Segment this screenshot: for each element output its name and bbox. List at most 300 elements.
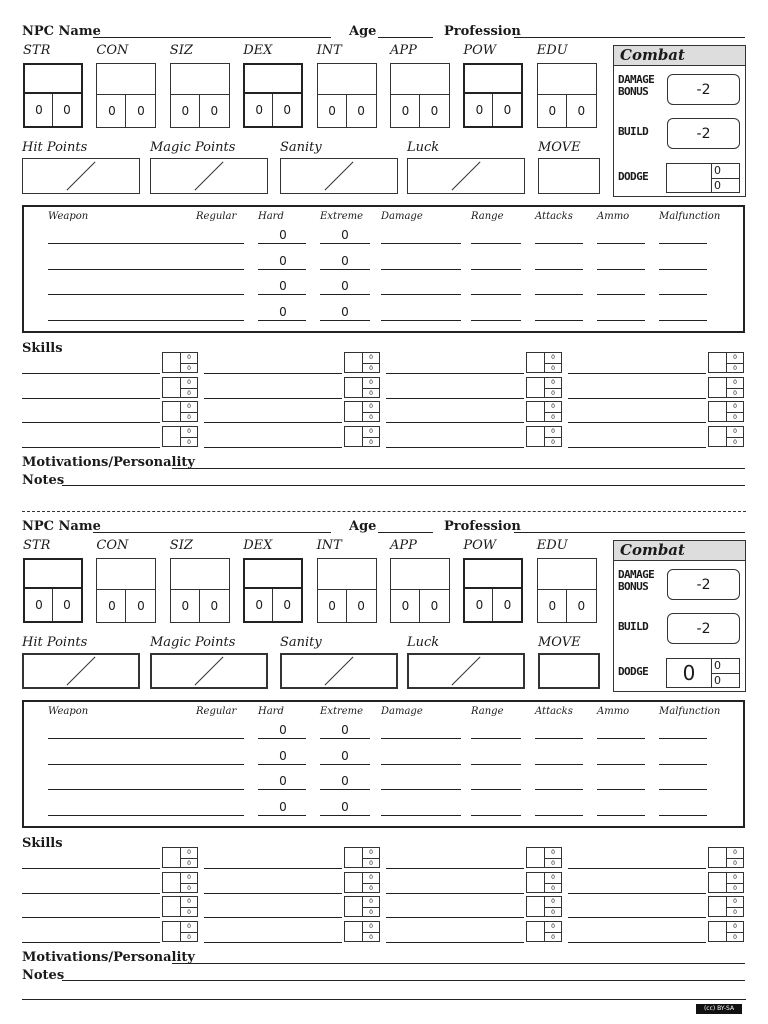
skill-value-box[interactable] — [526, 921, 562, 943]
weapon-row-1-field[interactable] — [320, 738, 370, 739]
weapon-row-3-field[interactable] — [48, 789, 208, 790]
stat-label-siz: SIZ — [169, 538, 193, 553]
skill-value-box[interactable] — [162, 921, 198, 943]
weapon-header-hard: Hard — [258, 706, 284, 717]
weapon-row-2-field[interactable] — [471, 269, 521, 270]
skill-derived — [181, 896, 198, 917]
stat-fifth-value: 0 — [52, 94, 81, 126]
skill-derived — [545, 896, 562, 917]
skill-name-field[interactable] — [204, 373, 342, 374]
stat-box-pow[interactable] — [463, 558, 523, 623]
skill-name-field[interactable] — [568, 942, 706, 943]
skill-value-box[interactable] — [526, 896, 562, 918]
skill-fifth-value: 0 — [363, 363, 379, 374]
weapon-row-1-field[interactable] — [48, 243, 208, 244]
weapon-row-3-field[interactable] — [196, 789, 244, 790]
weapon-row-3-field[interactable] — [258, 789, 306, 790]
weapon-row-2-field[interactable] — [48, 764, 208, 765]
npc-name-field[interactable] — [93, 532, 331, 533]
skill-half-value: 0 — [733, 403, 737, 410]
weapon-extreme-value: 0 — [341, 279, 349, 294]
weapon-row-3-field[interactable] — [48, 294, 208, 295]
motivations-field[interactable] — [172, 468, 745, 469]
weapon-row-4-field[interactable] — [597, 320, 645, 321]
skill-name-field[interactable] — [22, 373, 160, 374]
stat-box-siz[interactable] — [170, 63, 230, 128]
weapon-row-4-field[interactable] — [535, 815, 583, 816]
weapon-row-4-field[interactable] — [258, 320, 306, 321]
weapon-row-1-field[interactable] — [48, 738, 208, 739]
skill-derived — [363, 896, 380, 917]
weapon-row-3-field[interactable] — [597, 789, 645, 790]
weapon-row-2-field[interactable] — [659, 764, 707, 765]
skill-value — [526, 401, 545, 422]
damage-bonus-label: DAMAGE BONUS — [618, 568, 655, 593]
stat-derived-row — [245, 587, 301, 621]
weapon-row-4-field[interactable] — [471, 815, 521, 816]
stat-box-pow[interactable] — [463, 63, 523, 128]
skill-fifth-value: 0 — [181, 363, 197, 374]
damage-bonus-label: DAMAGE BONUS — [618, 73, 655, 98]
weapon-row-1-field[interactable] — [196, 738, 244, 739]
damage-bonus-value[interactable]: -2 — [667, 74, 740, 105]
skill-name-field[interactable] — [386, 422, 524, 423]
weapon-row-1-field[interactable] — [659, 243, 707, 244]
stat-fifth-value: 0 — [566, 590, 596, 622]
skill-value-box[interactable] — [526, 426, 562, 448]
skill-derived — [181, 872, 198, 893]
hit-points-divider — [67, 162, 96, 191]
skill-value — [344, 872, 363, 893]
stat-box-int[interactable] — [317, 558, 377, 623]
weapon-row-3-field[interactable] — [320, 789, 370, 790]
skill-derived — [181, 401, 198, 422]
dodge-half-value: 0 — [711, 164, 739, 179]
weapon-header-range: Range — [471, 211, 504, 222]
skill-half-value: 0 — [551, 849, 555, 856]
move-label: MOVE — [538, 140, 581, 155]
skill-value-box[interactable] — [708, 872, 744, 894]
skill-half-value: 0 — [551, 354, 555, 361]
skill-name-field[interactable] — [568, 917, 706, 918]
skill-fifth-value: 0 — [363, 388, 379, 399]
weapon-row-3-field[interactable] — [597, 294, 645, 295]
skill-value — [526, 352, 545, 373]
stat-derived-row — [538, 94, 596, 127]
npc-block-2 — [0, 495, 768, 990]
weapon-row-3-field[interactable] — [535, 789, 583, 790]
stat-fifth-value: 0 — [566, 95, 596, 127]
stat-label-edu: EDU — [536, 43, 568, 58]
weapon-row-4-field[interactable] — [471, 320, 521, 321]
magic-points-box[interactable] — [150, 158, 268, 194]
age-label: Age — [349, 519, 377, 534]
weapon-header-extreme: Extreme — [320, 706, 364, 717]
weapon-hard-value: 0 — [279, 279, 287, 294]
weapon-header-malfunction: Malfunction — [659, 211, 721, 222]
skill-derived — [727, 352, 744, 373]
skill-fifth-value: 0 — [545, 883, 561, 894]
stat-derived-row — [391, 94, 449, 127]
skill-value-box[interactable] — [344, 896, 380, 918]
skill-name-field[interactable] — [568, 373, 706, 374]
skill-name-field[interactable] — [204, 398, 342, 399]
stat-box-dex[interactable] — [243, 558, 303, 623]
luck-label: Luck — [407, 635, 440, 650]
skill-half-value: 0 — [369, 849, 373, 856]
stat-half-value: 0 — [108, 104, 116, 118]
skill-fifth-value: 0 — [727, 907, 743, 918]
skill-derived — [545, 352, 562, 373]
weapon-hard-value: 0 — [279, 799, 287, 814]
skill-name-field[interactable] — [22, 868, 160, 869]
weapon-row-1-field[interactable] — [535, 738, 583, 739]
hit-points-box[interactable] — [22, 653, 140, 689]
move-box[interactable] — [538, 158, 600, 194]
weapon-row-2-field[interactable] — [597, 269, 645, 270]
weapon-row-1-field[interactable] — [597, 738, 645, 739]
magic-points-box[interactable] — [150, 653, 268, 689]
build-label: BUILD — [618, 125, 649, 138]
hit-points-box[interactable] — [22, 158, 140, 194]
stat-half-value: 0 — [475, 598, 484, 612]
stat-label-pow: POW — [463, 43, 497, 58]
notes-field[interactable] — [62, 485, 745, 486]
stat-box-str[interactable] — [23, 63, 83, 128]
luck-box[interactable] — [407, 158, 525, 194]
stat-derived-row — [465, 92, 521, 126]
skill-value — [162, 377, 181, 398]
skill-value-box[interactable] — [344, 401, 380, 423]
damage-bonus-value[interactable]: -2 — [667, 569, 740, 600]
weapon-row-3-field[interactable] — [471, 789, 521, 790]
profession-field[interactable] — [514, 532, 745, 533]
skill-name-field[interactable] — [386, 373, 524, 374]
skill-value — [526, 872, 545, 893]
build-value[interactable]: -2 — [667, 118, 740, 149]
skill-value-box[interactable] — [708, 401, 744, 423]
skill-name-field[interactable] — [22, 447, 160, 448]
weapon-row-4-field[interactable] — [48, 320, 208, 321]
weapon-row-3-field[interactable] — [381, 294, 461, 295]
skill-name-field[interactable] — [204, 868, 342, 869]
skill-name-field[interactable] — [568, 893, 706, 894]
notes-field[interactable] — [62, 980, 745, 981]
stat-box-int[interactable] — [317, 63, 377, 128]
stat-box-str[interactable] — [23, 558, 83, 623]
skill-value — [708, 401, 727, 422]
age-field[interactable] — [378, 532, 433, 533]
weapons-table — [22, 205, 745, 333]
skill-value-box[interactable] — [526, 401, 562, 423]
weapon-extreme-value: 0 — [341, 723, 349, 737]
skill-name-field[interactable] — [22, 398, 160, 399]
skill-name-field[interactable] — [386, 868, 524, 869]
weapon-header-ammo: Ammo — [597, 211, 630, 222]
weapon-row-4-field[interactable] — [196, 815, 244, 816]
skill-half-value: 0 — [733, 898, 737, 905]
stat-box-con[interactable] — [96, 63, 156, 128]
stat-label-dex: DEX — [243, 538, 273, 553]
weapon-row-2-field[interactable] — [381, 764, 461, 765]
weapon-row-1-field[interactable] — [535, 243, 583, 244]
luck-divider — [452, 657, 481, 686]
weapon-hard-value: 0 — [279, 748, 287, 763]
weapon-row-2-field[interactable] — [196, 269, 244, 270]
weapon-row-1-field[interactable] — [196, 243, 244, 244]
stat-derived-row — [171, 94, 229, 127]
weapon-row-4-field[interactable] — [48, 815, 208, 816]
dodge-value — [667, 164, 712, 192]
weapon-row-4-field[interactable] — [597, 815, 645, 816]
skill-half-value: 0 — [369, 403, 373, 410]
skill-fifth-value: 0 — [545, 858, 561, 869]
skill-value-box[interactable] — [162, 401, 198, 423]
stat-derived-row — [245, 92, 301, 126]
skill-value-box[interactable] — [344, 872, 380, 894]
skill-value-box[interactable] — [162, 426, 198, 448]
stat-label-siz: SIZ — [169, 43, 193, 58]
skill-name-field[interactable] — [204, 422, 342, 423]
skill-value-box[interactable] — [708, 377, 744, 399]
npc-block-1 — [0, 0, 768, 495]
weapon-row-1-field[interactable] — [471, 738, 521, 739]
skill-half-value: 0 — [187, 849, 191, 856]
weapon-row-2-field[interactable] — [258, 269, 306, 270]
stat-box-con[interactable] — [96, 558, 156, 623]
stat-box-edu[interactable] — [537, 63, 597, 128]
sanity-box[interactable] — [280, 653, 398, 689]
weapon-row-1-field[interactable] — [471, 243, 521, 244]
skill-name-field[interactable] — [204, 447, 342, 448]
stat-box-siz[interactable] — [170, 558, 230, 623]
dodge-label: DODGE — [618, 665, 649, 678]
skill-value-box[interactable] — [344, 921, 380, 943]
skill-value-box[interactable] — [708, 847, 744, 869]
skill-value-box[interactable] — [526, 352, 562, 374]
skill-name-field[interactable] — [386, 893, 524, 894]
weapon-row-3-field[interactable] — [471, 294, 521, 295]
stat-derived-row — [25, 92, 81, 126]
weapon-row-2-field[interactable] — [48, 269, 208, 270]
skill-fifth-value: 0 — [545, 388, 561, 399]
skill-name-field[interactable] — [568, 447, 706, 448]
weapon-row-1-field[interactable] — [258, 738, 306, 739]
skill-derived — [181, 847, 198, 868]
stat-box-dex[interactable] — [243, 63, 303, 128]
weapon-row-4-field[interactable] — [659, 320, 707, 321]
skill-fifth-value: 0 — [363, 907, 379, 918]
weapon-row-4-field[interactable] — [535, 320, 583, 321]
skill-half-value: 0 — [187, 378, 191, 386]
skills-label: Skills — [22, 341, 63, 356]
license-badge: (cc) BY-SA — [696, 1004, 742, 1014]
skill-name-field[interactable] — [386, 917, 524, 918]
weapon-row-2-field[interactable] — [535, 764, 583, 765]
stat-fifth-value: 0 — [419, 590, 449, 622]
skill-name-field[interactable] — [386, 398, 524, 399]
stat-label-dex: DEX — [243, 43, 273, 58]
skill-name-field[interactable] — [22, 893, 160, 894]
skill-name-field[interactable] — [204, 917, 342, 918]
skill-value — [344, 377, 363, 398]
skill-value-box[interactable] — [526, 872, 562, 894]
skill-derived — [727, 896, 744, 917]
dodge-box[interactable] — [666, 658, 740, 688]
weapon-row-3-field[interactable] — [381, 789, 461, 790]
skill-value-box[interactable] — [162, 896, 198, 918]
magic-points-label: Magic Points — [150, 635, 236, 650]
skill-value-box[interactable] — [162, 847, 198, 869]
skill-fifth-value: 0 — [363, 932, 379, 943]
skill-value-box[interactable] — [708, 921, 744, 943]
skill-name-field[interactable] — [568, 422, 706, 423]
skill-value — [526, 426, 545, 447]
skill-derived — [181, 377, 198, 398]
magic-points-divider — [195, 657, 224, 686]
stat-label-str: STR — [23, 538, 51, 553]
weapon-row-4-field[interactable] — [196, 320, 244, 321]
skill-value-box[interactable] — [162, 872, 198, 894]
skill-fifth-value: 0 — [727, 932, 743, 943]
skill-value-box[interactable] — [526, 847, 562, 869]
weapon-header-ammo: Ammo — [597, 706, 630, 717]
weapon-row-3-field[interactable] — [535, 294, 583, 295]
stat-half-value: 0 — [35, 103, 43, 117]
skill-value — [162, 352, 181, 373]
weapon-row-4-field[interactable] — [320, 815, 370, 816]
weapon-row-1-field[interactable] — [597, 243, 645, 244]
skill-half-value: 0 — [369, 873, 373, 881]
weapon-row-3-field[interactable] — [196, 294, 244, 295]
skill-value-box[interactable] — [708, 352, 744, 374]
stat-half-value: 0 — [35, 598, 43, 612]
combat-panel — [613, 45, 746, 197]
skill-value-box[interactable] — [708, 896, 744, 918]
weapon-row-2-field[interactable] — [381, 269, 461, 270]
skill-name-field[interactable] — [204, 893, 342, 894]
age-field[interactable] — [378, 37, 433, 38]
weapon-row-1-field[interactable] — [320, 243, 370, 244]
skill-derived — [545, 377, 562, 398]
weapon-row-2-field[interactable] — [196, 764, 244, 765]
stat-derived-row — [318, 589, 376, 622]
skill-half-value: 0 — [187, 354, 191, 361]
skill-value-box[interactable] — [344, 426, 380, 448]
weapon-row-3-field[interactable] — [258, 294, 306, 295]
sanity-box[interactable] — [280, 158, 398, 194]
skill-value-box[interactable] — [162, 352, 198, 374]
weapon-row-2-field[interactable] — [535, 269, 583, 270]
combat-title: Combat — [614, 46, 745, 66]
weapon-header-hard: Hard — [258, 211, 284, 222]
skill-name-field[interactable] — [22, 942, 160, 943]
skill-name-field[interactable] — [386, 447, 524, 448]
stat-box-edu[interactable] — [537, 558, 597, 623]
skill-value-box[interactable] — [708, 426, 744, 448]
skill-value-box[interactable] — [162, 377, 198, 399]
weapon-row-4-field[interactable] — [320, 320, 370, 321]
skill-name-field[interactable] — [568, 868, 706, 869]
skill-derived — [363, 921, 380, 942]
skill-value-box[interactable] — [344, 352, 380, 374]
luck-divider — [452, 162, 481, 191]
move-box[interactable] — [538, 653, 600, 689]
skill-value-box[interactable] — [344, 847, 380, 869]
skill-value — [162, 847, 181, 868]
stat-derived-row — [318, 94, 376, 127]
weapon-row-4-field[interactable] — [381, 320, 461, 321]
dodge-box[interactable] — [666, 163, 740, 193]
combat-title: Combat — [614, 541, 745, 561]
skill-value — [708, 872, 727, 893]
weapon-row-2-field[interactable] — [471, 764, 521, 765]
skill-name-field[interactable] — [22, 422, 160, 423]
weapon-row-2-field[interactable] — [320, 764, 370, 765]
skill-half-value: 0 — [369, 427, 373, 435]
weapon-row-4-field[interactable] — [659, 815, 707, 816]
stat-box-app[interactable] — [390, 558, 450, 623]
weapon-row-2-field[interactable] — [258, 764, 306, 765]
skill-derived — [545, 847, 562, 868]
skill-value — [162, 896, 181, 917]
weapon-row-4-field[interactable] — [381, 815, 461, 816]
stat-fifth-value: 0 — [346, 95, 376, 127]
notes-label: Notes — [22, 968, 65, 983]
build-value[interactable]: -2 — [667, 613, 740, 644]
stat-fifth-value: 0 — [272, 94, 301, 126]
stat-fifth-value: 0 — [199, 95, 229, 127]
motivations-field[interactable] — [172, 963, 745, 964]
profession-field[interactable] — [514, 37, 745, 38]
skill-half-value: 0 — [369, 898, 373, 905]
weapon-row-3-field[interactable] — [320, 294, 370, 295]
weapon-header-weapon: Weapon — [48, 211, 89, 222]
stat-box-app[interactable] — [390, 63, 450, 128]
skill-value-box[interactable] — [526, 377, 562, 399]
skill-derived — [363, 401, 380, 422]
stat-derived-row — [97, 589, 155, 622]
skill-value — [708, 377, 727, 398]
stat-half-value: 0 — [108, 599, 116, 613]
weapon-row-2-field[interactable] — [659, 269, 707, 270]
skill-fifth-value: 0 — [363, 412, 379, 423]
skill-fifth-value: 0 — [363, 883, 379, 894]
weapon-row-4-field[interactable] — [258, 815, 306, 816]
stat-half-value: 0 — [401, 599, 410, 613]
weapon-row-1-field[interactable] — [381, 738, 461, 739]
skill-value — [344, 921, 363, 942]
weapon-row-2-field[interactable] — [320, 269, 370, 270]
skill-name-field[interactable] — [386, 942, 524, 943]
weapon-row-2-field[interactable] — [597, 764, 645, 765]
skill-name-field[interactable] — [568, 398, 706, 399]
luck-box[interactable] — [407, 653, 525, 689]
skill-value — [162, 401, 181, 422]
skill-value-box[interactable] — [344, 377, 380, 399]
weapon-row-1-field[interactable] — [258, 243, 306, 244]
weapon-header-attacks: Attacks — [535, 211, 573, 222]
stat-derived-row — [171, 589, 229, 622]
npc-name-field[interactable] — [93, 37, 331, 38]
skill-name-field[interactable] — [204, 942, 342, 943]
skill-half-value: 0 — [369, 922, 373, 930]
weapon-row-3-field[interactable] — [659, 294, 707, 295]
weapon-row-3-field[interactable] — [659, 789, 707, 790]
weapon-row-1-field[interactable] — [659, 738, 707, 739]
skill-name-field[interactable] — [22, 917, 160, 918]
weapon-row-1-field[interactable] — [381, 243, 461, 244]
